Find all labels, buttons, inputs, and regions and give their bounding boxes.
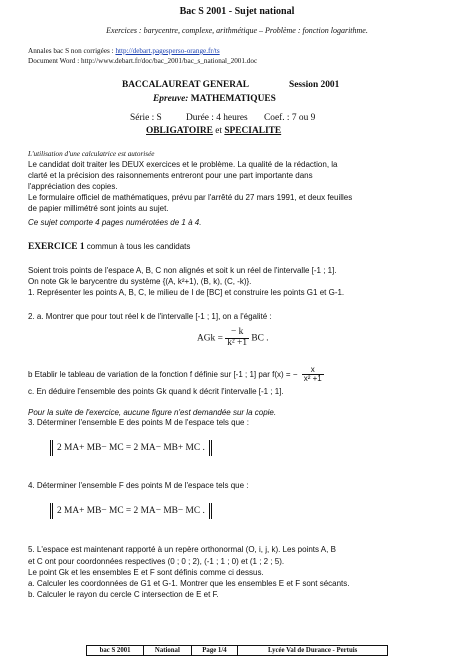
question-5b: b. Calculer le rayon du cercle C intersection de E et F. bbox=[28, 590, 219, 599]
question-5-coords: et C ont pour coordonnées respectives (0 ; 0 ; 2), (-1 ; 1 ; 0) et (1 ; 2 ; 5). bbox=[28, 557, 285, 566]
et-label: et bbox=[215, 126, 222, 136]
epreuve-line bbox=[153, 94, 276, 104]
exercise-text: Soient trois points de l'espace A, B, C non alignés et soit k un réel de l'intervalle [-1 ; 1]. bbox=[28, 266, 337, 275]
question-4: 4. Déterminer l'ensemble F des points M de l'espace tels que : bbox=[28, 481, 249, 490]
equation-ag bbox=[197, 328, 269, 349]
exercise-text: On note Gk le barycentre du système {(A, k²+1), (B, k), (C, -k)}. bbox=[28, 277, 252, 286]
question-2b bbox=[28, 366, 324, 384]
document-subtitle: Exercices : barycentre, complexe, arithmétique – Problème : fonction logarithme. bbox=[106, 26, 368, 35]
calculator-note: L'utilisation d'une calculatrice est autorisée bbox=[28, 150, 155, 158]
footer-cell-school: Lycée Val de Durance - Pertuis bbox=[238, 646, 388, 656]
intro-paragraph-line: Le formulaire officiel de mathématiques, prévu par l'arrêté du 27 mars 1991, et deux feuilles bbox=[28, 193, 353, 202]
function-numerator: x bbox=[302, 366, 324, 375]
intro-paragraph-line: Le candidat doit traiter les DEUX exercices et le problème. La qualité de la rédaction, la bbox=[28, 160, 338, 169]
annales-label: Annales bac S non corrigées : bbox=[28, 47, 116, 55]
equation-set-e: 2 MA+ MB− MC = 2 MA− MB+ MC . bbox=[50, 440, 212, 456]
exercise-heading bbox=[28, 242, 190, 252]
intro-paragraph-line: de papier millimétré sont joints au sujet. bbox=[28, 204, 169, 213]
specialite-label: SPECIALITE bbox=[224, 126, 282, 136]
question-5: 5. L'espace est maintenant rapporté à un repère orthonormal (O, i, j, k). Les points A, B bbox=[28, 545, 336, 554]
equation-lhs: AGk = bbox=[197, 333, 223, 344]
coef-text: Coef. : 7 ou 9 bbox=[264, 113, 316, 123]
question-1: 1. Représenter les points A, B, C, le milieu de I de [BC] et construire les points G1 et G-1. bbox=[28, 288, 345, 297]
serie-text: Série : S bbox=[130, 113, 162, 123]
obligatoire-line bbox=[146, 126, 281, 136]
function-fraction bbox=[302, 366, 324, 384]
exercise-subtitle: commun à tous les candidats bbox=[84, 242, 191, 251]
equation-numerator: − k bbox=[225, 328, 249, 339]
equation-rhs: BC . bbox=[251, 333, 269, 344]
intro-paragraph-line: l'appréciation des copies. bbox=[28, 182, 118, 191]
annales-line bbox=[28, 47, 220, 55]
question-2b-text: b Etablir le tableau de variation de la fonction f définie sur [-1 ; 1] par f(x) = − bbox=[28, 370, 298, 379]
question-2a: 2. a. Montrer que pour tout réel k de l'intervalle [-1 ; 1], on a l'égalité : bbox=[28, 312, 272, 321]
pages-note: Ce sujet comporte 4 pages numérotées de 1 à 4. bbox=[28, 218, 202, 227]
epreuve-label: Epreuve: bbox=[153, 94, 189, 104]
footer-cell-exam: bac S 2001 bbox=[87, 646, 144, 656]
question-2c: c. En déduire l'ensemble des points Gk quand k décrit l'intervalle [-1 ; 1]. bbox=[28, 387, 284, 396]
equation-set-f: 2 MA+ MB− MC = 2 MA− MB− MC . bbox=[50, 503, 212, 519]
duree-text: Durée : 4 heures bbox=[186, 113, 248, 123]
equation-denominator: k² +1 bbox=[227, 337, 248, 348]
function-denominator: x² +1 bbox=[303, 374, 322, 384]
word-doc-line: Document Word : http://www.debart.fr/doc/bac_2001/bac_s_national_2001.doc bbox=[28, 57, 258, 65]
question-5-def: Le point Gk et les ensembles E et F sont définis comme ci dessus. bbox=[28, 568, 264, 577]
epreuve-subject: MATHEMATIQUES bbox=[190, 94, 276, 104]
session-heading: Session 2001 bbox=[289, 80, 340, 90]
exercise-title: EXERCICE 1 bbox=[28, 242, 85, 252]
footer-cell-page: Page 1/4 bbox=[191, 646, 238, 656]
annales-link[interactable]: http://debart.pagesperso-orange.fr/ts bbox=[115, 47, 220, 55]
no-figure-note: Pour la suite de l'exercice, aucune figure n'est demandée sur la copie. bbox=[28, 408, 277, 417]
question-3: 3. Déterminer l'ensemble E des points M de l'espace tels que : bbox=[28, 418, 249, 427]
intro-paragraph-line: clarté et la précision des raisonnements entreront pour une part importante dans bbox=[28, 171, 313, 180]
footer-cell-session: National bbox=[144, 646, 192, 656]
equation-fraction bbox=[225, 328, 249, 349]
page-footer bbox=[86, 645, 388, 656]
question-5a: a. Calculer les coordonnées de G1 et G-1. Montrer que les ensembles E et F sont sécants. bbox=[28, 579, 350, 588]
obligatoire-label: OBLIGATOIRE bbox=[146, 126, 213, 136]
bac-heading: BACCALAUREAT GENERAL bbox=[122, 80, 250, 90]
document-title: Bac S 2001 - Sujet national bbox=[179, 6, 295, 17]
